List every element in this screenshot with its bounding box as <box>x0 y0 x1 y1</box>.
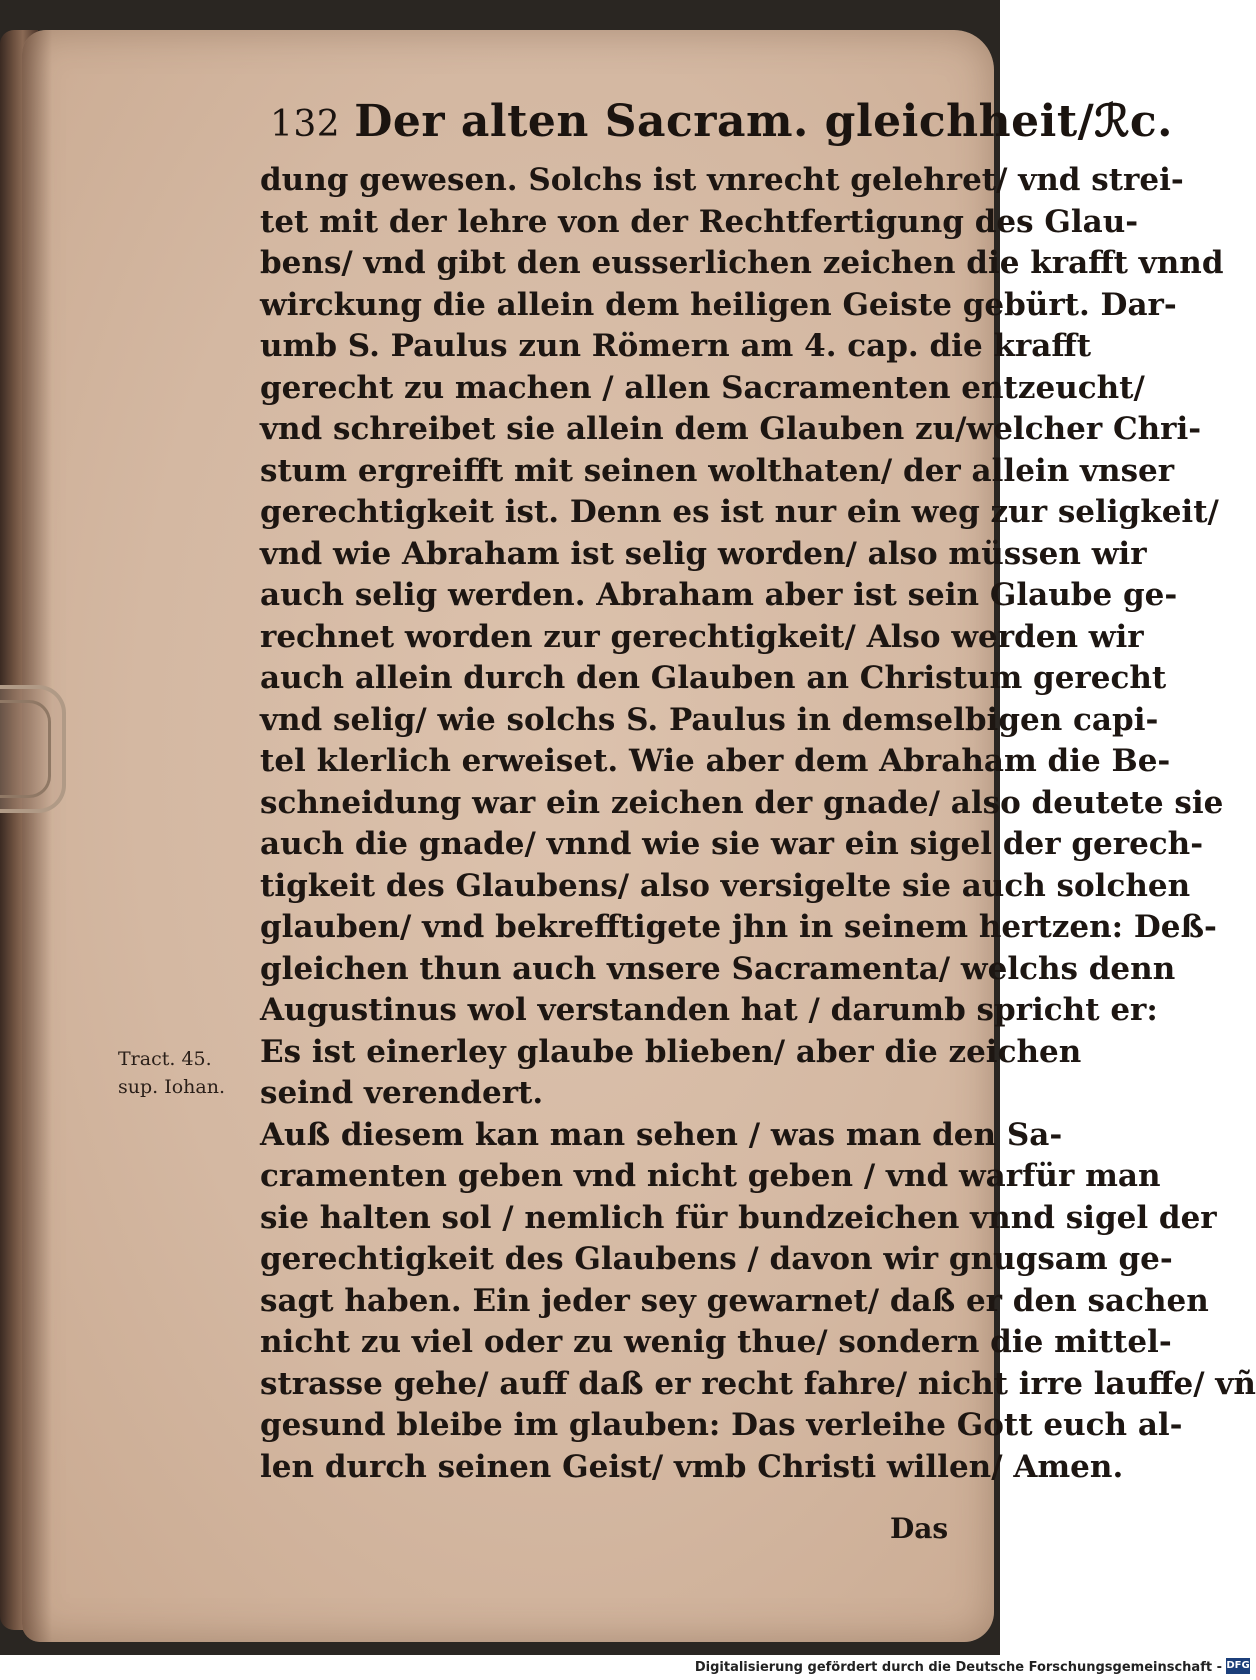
body-line: Auß diesem kan man sehen / was man den Sa- <box>260 1116 1063 1153</box>
margin-note <box>118 1045 258 1101</box>
body-line: Augustinus wol verstanden hat / darumb spricht er: <box>260 992 1158 1028</box>
page-gutter-shadow <box>22 30 52 1642</box>
body-line: tet mit der lehre von der Rechtfertigung des Glau- <box>260 203 1139 240</box>
running-title: Der alten Sacram. gleichheit/ℛc. <box>354 96 1173 147</box>
body-line: strasse gehe/ auff daß er recht fahre/ nicht irre lauffe/ vñ <box>260 1365 1256 1402</box>
body-line: tigkeit des Glaubens/ also versigelte sie auch solchen <box>260 867 1191 904</box>
body-line: gerechtigkeit des Glaubens / davon wir gnugsam ge- <box>260 1241 1173 1277</box>
body-line: stum ergreifft mit seinen wolthaten/ der allein vnser <box>260 452 1175 489</box>
body-line: gleichen thun auch vnsere Sacramenta/ welchs denn <box>260 950 1176 987</box>
body-line: nicht zu viel oder zu wenig thue/ sondern die mittel- <box>260 1324 1172 1360</box>
page-number: 132 <box>270 104 341 145</box>
body-line: auch selig werden. Abraham aber ist sein Glaube ge- <box>260 577 1178 613</box>
body-line: wirckung die allein dem heiligen Geiste gebürt. Dar- <box>260 286 1177 323</box>
body-line: gerecht zu machen / allen Sacramenten entzeucht/ <box>260 369 1145 406</box>
body-line: sagt haben. Ein jeder sey gewarnet/ daß er den sachen <box>260 1282 1209 1319</box>
body-line: schneidung war ein zeichen der gnade/ also deutete sie <box>260 784 1224 821</box>
body-line: vnd wie Abraham ist selig worden/ also müssen wir <box>260 535 1147 572</box>
body-line: vnd selig/ wie solchs S. Paulus in demselbigen capi- <box>260 701 1159 738</box>
body-line: rechnet worden zur gerechtigkeit/ Also werden wir <box>260 618 1144 655</box>
body-line: sie halten sol / nemlich für bundzeichen vnnd sigel der <box>260 1199 1217 1236</box>
body-line: len durch seinen Geist/ vmb Christi willen/ Amen. <box>260 1448 1124 1485</box>
body-line: gerechtigkeit ist. Denn es ist nur ein weg zur seligkeit/ <box>260 494 1219 530</box>
body-line: dung gewesen. Solchs ist vnrecht gelehret/ vnd strei- <box>260 162 1184 198</box>
body-line: umb S. Paulus zun Römern am 4. cap. die krafft <box>260 328 1092 364</box>
catchword: Das <box>890 1512 949 1545</box>
body-line: vnd schreibet sie allein dem Glauben zu/welcher Chri- <box>260 411 1202 447</box>
margin-note-line: sup. Iohan. <box>118 1076 226 1098</box>
bookmark-clasp-inner <box>0 700 51 798</box>
body-line: auch die gnade/ vnnd wie sie war ein sigel der gerech- <box>260 826 1204 862</box>
dfg-logo: DFG <box>1226 1658 1250 1674</box>
footer-credit: Digitalisierung gefördert durch die Deutsche Forschungsgemeinschaft - <box>694 1660 1222 1675</box>
body-text <box>260 160 1256 1488</box>
margin-note-line: Tract. 45. <box>118 1048 212 1070</box>
body-line: cramenten geben vnd nicht geben / vnd warfür man <box>260 1158 1161 1194</box>
body-line: glauben/ vnd bekrefftigete jhn in seinem hertzen: Deß- <box>260 909 1217 945</box>
body-line: bens/ vnd gibt den eusserlichen zeichen die krafft vnnd <box>260 245 1224 281</box>
body-line: tel klerlich erweiset. Wie aber dem Abraham die Be- <box>260 743 1171 779</box>
body-line: auch allein durch den Glauben an Christum gerecht <box>260 660 1167 696</box>
body-line: Es ist einerley glaube blieben/ aber die zeichen <box>260 1033 1082 1070</box>
body-line: seind verendert. <box>260 1075 544 1111</box>
body-line: gesund bleibe im glauben: Das verleihe Gott euch al- <box>260 1407 1183 1443</box>
running-header <box>270 96 1173 156</box>
